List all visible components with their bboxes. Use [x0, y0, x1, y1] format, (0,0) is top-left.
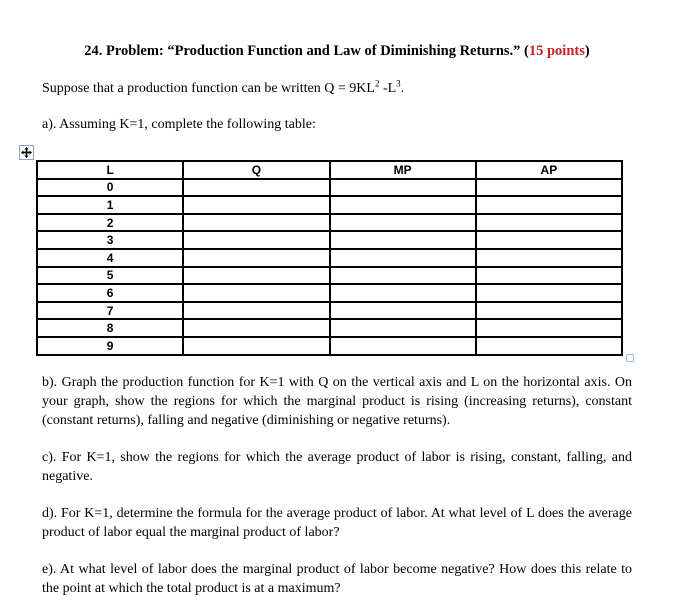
cell-ap-empty	[476, 231, 622, 249]
table-row	[37, 179, 622, 197]
cell-ap-empty	[476, 319, 622, 337]
part-c-paragraph: c). For K=1, show the regions for which the average product of labor is rising, constant, falling, and negative.	[42, 449, 632, 484]
cell-l-value: 7	[37, 302, 183, 320]
cell-l-value: 4	[37, 249, 183, 267]
cell-mp-empty	[330, 319, 476, 337]
table-header-row	[37, 161, 622, 179]
cell-ap-empty	[476, 196, 622, 214]
table-resize-handle-icon[interactable]	[626, 354, 634, 362]
col-header-mp: MP	[330, 161, 476, 179]
col-header-l: L	[37, 161, 183, 179]
formula-exponent-3: 3	[396, 78, 401, 89]
cell-mp-empty	[330, 284, 476, 302]
cell-q-empty	[183, 267, 329, 285]
problem-title-text: 24. Problem: “Production Function and Law of Diminishing Returns.” (	[84, 43, 529, 59]
table-row	[37, 319, 622, 337]
table-row	[37, 302, 622, 320]
table-row	[37, 267, 622, 285]
cell-q-empty	[183, 179, 329, 197]
cell-l-value: 5	[37, 267, 183, 285]
cell-mp-empty	[330, 337, 476, 355]
table-row	[37, 284, 622, 302]
table-move-handle-icon[interactable]	[19, 145, 34, 160]
cell-q-empty	[183, 196, 329, 214]
cell-ap-empty	[476, 284, 622, 302]
cell-mp-empty	[330, 179, 476, 197]
col-header-ap: AP	[476, 161, 622, 179]
table-row	[37, 214, 622, 232]
intro-period: .	[400, 81, 405, 96]
part-d-paragraph: d). For K=1, determine the formula for the average product of labor. At what level of L does the average product of labor equal the marginal product of labor?	[42, 505, 632, 540]
table-row	[37, 196, 622, 214]
cell-q-empty	[183, 284, 329, 302]
cell-mp-empty	[330, 196, 476, 214]
formula-middle: -L	[379, 81, 397, 96]
cell-ap-empty	[476, 302, 622, 320]
production-table	[36, 160, 623, 356]
table-row	[37, 337, 622, 355]
problem-title-close-paren: )	[584, 43, 590, 59]
col-header-q: Q	[183, 161, 329, 179]
cell-q-empty	[183, 214, 329, 232]
cell-q-empty	[183, 249, 329, 267]
cell-l-value: 0	[37, 179, 183, 197]
cell-l-value: 6	[37, 284, 183, 302]
table-row	[37, 231, 622, 249]
table-container	[36, 160, 623, 356]
cell-q-empty	[183, 337, 329, 355]
part-a-instruction: a). Assuming K=1, complete the following table:	[42, 117, 316, 132]
cell-mp-empty	[330, 231, 476, 249]
cell-q-empty	[183, 302, 329, 320]
cell-l-value: 3	[37, 231, 183, 249]
cell-ap-empty	[476, 267, 622, 285]
points-badge: 15 points	[528, 43, 585, 59]
cell-ap-empty	[476, 214, 622, 232]
intro-paragraph	[42, 79, 632, 98]
move-cross-icon	[21, 147, 32, 158]
formula-exponent-2: 2	[374, 78, 380, 89]
cell-mp-empty	[330, 302, 476, 320]
cell-mp-empty	[330, 249, 476, 267]
cell-mp-empty	[330, 214, 476, 232]
cell-l-value: 1	[37, 196, 183, 214]
cell-ap-empty	[476, 249, 622, 267]
table-row	[37, 249, 622, 267]
cell-l-value: 2	[37, 214, 183, 232]
cell-l-value: 9	[37, 337, 183, 355]
problem-title	[42, 42, 632, 61]
part-b-paragraph: b). Graph the production function for K=1 with Q on the vertical axis and L on the horizontal axis. On your graph, show the regions for which the marginal product is rising (increasing returns), constant (constant returns), falling and negative (diminishing or negative returns).	[42, 374, 632, 428]
cell-ap-empty	[476, 337, 622, 355]
cell-l-value: 8	[37, 319, 183, 337]
cell-ap-empty	[476, 179, 622, 197]
cell-q-empty	[183, 231, 329, 249]
part-e-paragraph: e). At what level of labor does the marginal product of labor become negative? How does this relate to the point at which the total product is at a maximum?	[42, 561, 632, 596]
cell-q-empty	[183, 319, 329, 337]
cell-mp-empty	[330, 267, 476, 285]
intro-text: Suppose that a production function can be written Q = 9KL	[42, 81, 375, 96]
